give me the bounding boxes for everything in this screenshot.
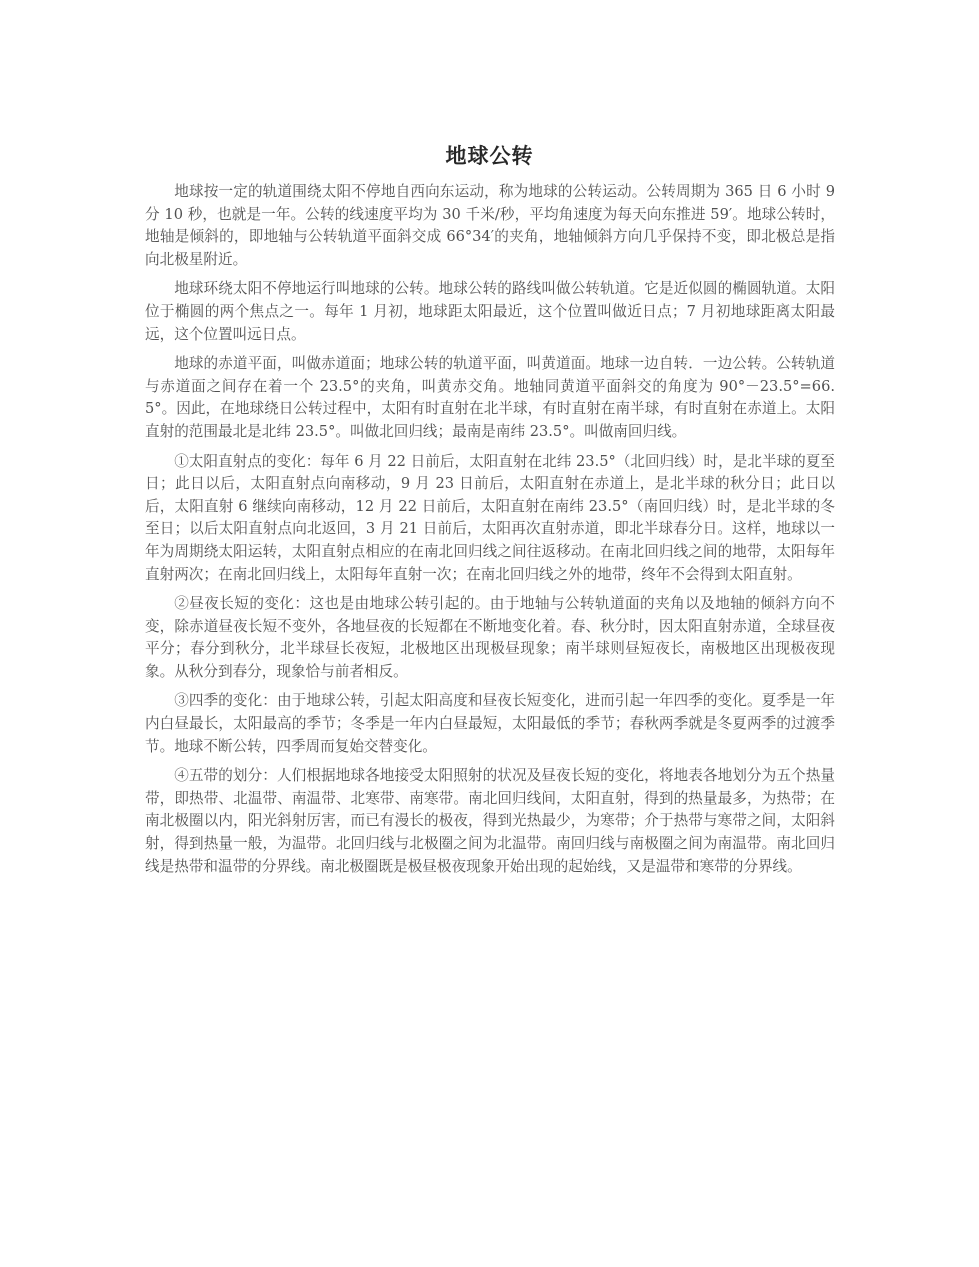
paragraph-seasons: ③四季的变化：由于地球公转，引起太阳高度和昼夜长短变化，进而引起一年四季的变化。夏季是一年内白昼最长，太阳最高的季节；冬季是一年内白昼最短，太阳最低的季节；春秋两季就是冬夏两季的过渡季节。地球不断公转，四季周而复始交替变化。 (145, 692, 835, 755)
document-title: 地球公转 (445, 144, 534, 168)
paragraph-orbit-definition: 地球按一定的轨道围绕太阳不停地自西向东运动，称为地球的公转运动。公转周期为 365 日 6 小时 9 分 10 秒，也就是一年。公转的线速度平均为 30 千米/秒，平均角速度为每天向东推进 59′。地球公转时，地轴是倾斜的，即地轴与公转轨道平面斜交成 66°34′的夹角，地轴倾斜方向几乎保持不变，即北极总是指向北极星附近。 (145, 183, 835, 268)
paragraph-ecliptic-plane: 地球的赤道平面，叫做赤道面；地球公转的轨道平面，叫黄道面。地球一边自转．一边公转。公转轨道与赤道面之间存在着一个 23.5°的夹角，叫黄赤交角。地轴同黄道平面斜交的角度为 90°－23.5°=66.5°。因此，在地球绕日公转过程中，太阳有时直射在北半球，有时直射在南半球，有时直射在赤道上。太阳直射的范围最北是北纬 23.5°。叫做北回归线；最南是南纬 23.5°。叫做南回归线。 (145, 355, 835, 440)
paragraph-day-length: ②昼夜长短的变化：这也是由地球公转引起的。由于地轴与公转轨道面的夹角以及地轴的倾斜方向不变，除赤道昼夜长短不变外，各地昼夜的长短都在不断地变化着。春、秋分时，因太阳直射赤道，全球昼夜平分；春分到秋分，北半球昼长夜短，北极地区出现极昼现象；南半球则昼短夜长，南极地区出现极夜现象。从秋分到春分，现象恰与前者相反。 (145, 595, 835, 680)
paragraph-orbit-path: 地球环绕太阳不停地运行叫地球的公转。地球公转的路线叫做公转轨道。它是近似圆的椭圆轨道。太阳位于椭圆的两个焦点之一。每年 1 月初，地球距太阳最近，这个位置叫做近日点；7 月初地球距离太阳最远，这个位置叫远日点。 (145, 280, 835, 343)
paragraph-subsolar-point: ①太阳直射点的变化：每年 6 月 22 日前后，太阳直射在北纬 23.5°（北回归线）时，是北半球的夏至日；此日以后，太阳直射点向南移动，9 月 23 日前后，太阳直射在赤道上，是北半球的秋分日；此日以后，太阳直射 6 继续向南移动，12 月 22 日前后，太阳直射在南纬 23.5°（南回归线）时，是北半球的冬至日；以后太阳直射点向北返回，3 月 21 日前后，太阳再次直射赤道，即北半球春分日。这样，地球以一年为周期绕太阳运转，太阳直射点相应的在南北回归线之间往返移动。在南北回归线之间的地带，太阳每年直射两次；在南北回归线上，太阳每年直射一次；在南北回归线之外的地带，终年不会得到太阳直射。 (145, 452, 835, 583)
document-body (145, 181, 835, 885)
paragraph-five-zones: ④五带的划分：人们根据地球各地接受太阳照射的状况及昼夜长短的变化，将地表各地划分为五个热量带，即热带、北温带、南温带、北寒带、南寒带。南北回归线间，太阳直射，得到的热量最多，为热带；在南北极圈以内，阳光斜射厉害，而已有漫长的极夜，得到光热最少，为寒带；介于热带与寒带之间，太阳斜射，得到热量一般，为温带。北回归线与北极圈之间为北温带。南回归线与南极圈之间为南温带。南北回归线是热带和温带的分界线。南北极圈既是极昼极夜现象开始出现的起始线，又是温带和寒带的分界线。 (145, 767, 835, 875)
